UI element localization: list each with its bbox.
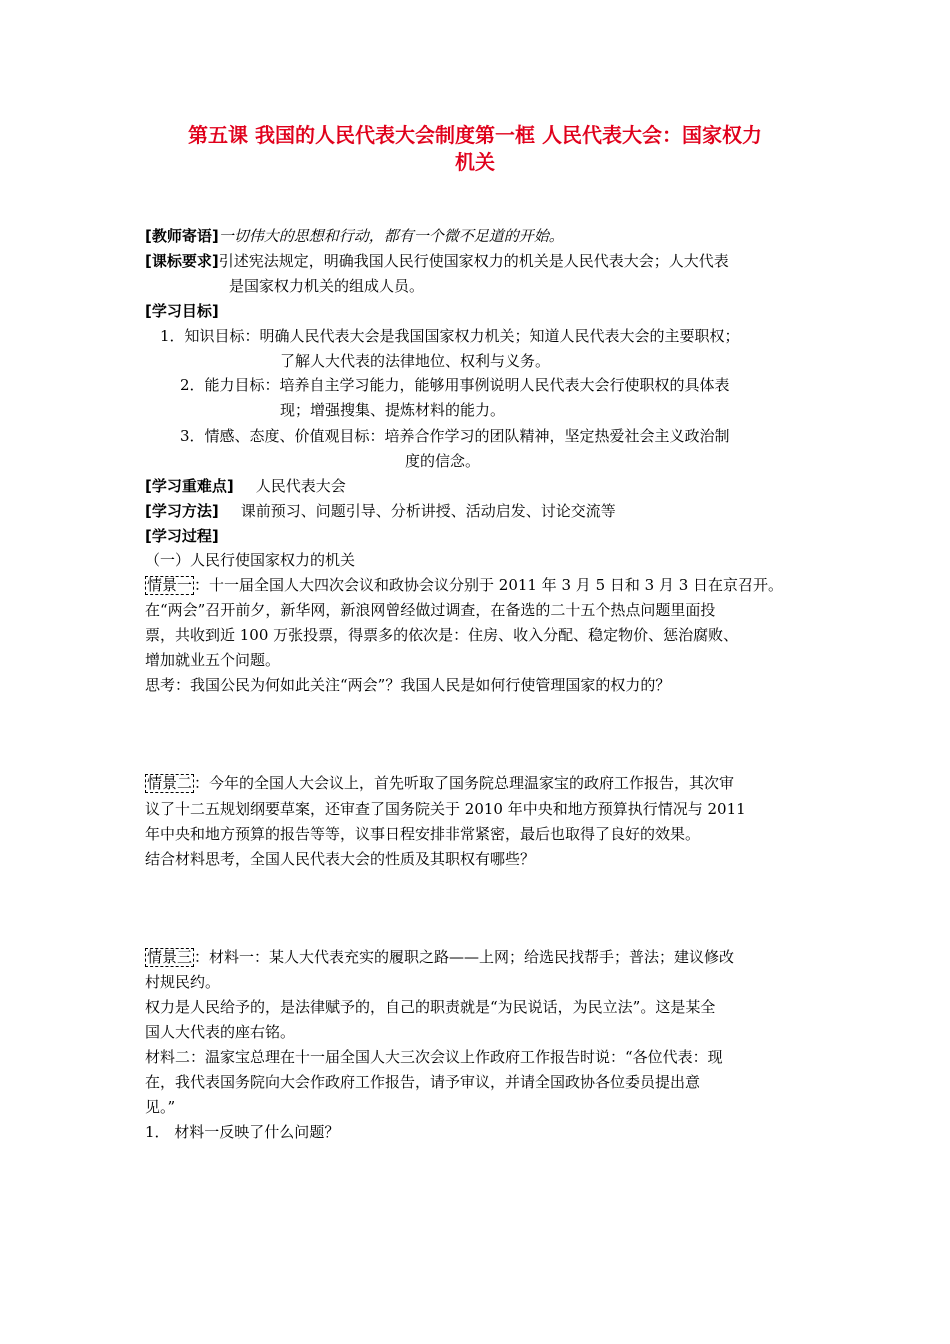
curriculum-line-2: 是国家权力机关的组成人员。 <box>229 277 425 295</box>
teacher-note-text: 一切伟大的思想和行动，都有一个微不足道的开始。 <box>218 227 564 245</box>
curriculum-label: [课标要求] <box>145 252 219 270</box>
title-line-1: 第五课 我国的人民代表大会制度第一框 人民代表大会：国家权力 <box>188 123 762 147</box>
curriculum-text-1: 引述宪法规定，明确我国人民行使国家权力的机关是人民代表大会；人大代表 <box>218 252 729 270</box>
methods <box>145 501 616 521</box>
scene-1-text-1: ：十一届全国人大四次会议和政协会议分别于 2011 年 3 月 5 日和 3 月 3 日在京召开。 <box>194 576 784 594</box>
scene-3-line-5: 材料二：温家宝总理在十一届全国人大三次会议上作政府工作报告时说：“各位代表：现 <box>145 1048 723 1066</box>
page-title <box>140 122 810 176</box>
methods-text: 课前预习、问题引导、分析讲授、活动启发、讨论交流等 <box>240 502 616 520</box>
goal-3-line-1: 3．情感、态度、价值观目标：培养合作学习的团队精神，坚定热爱社会主义政治制 <box>180 427 730 445</box>
scene-1-question: 思考：我国公民为何如此关注“两会”？我国人民是如何行使管理国家的权力的？ <box>145 676 671 694</box>
key-points-text: 人民代表大会 <box>255 477 346 495</box>
teacher-note-label: [教师寄语] <box>145 227 219 245</box>
key-points <box>145 476 346 496</box>
scene-3-question-1: 1． 材料一反映了什么问题？ <box>145 1123 340 1141</box>
scene-2-line-1 <box>145 773 734 793</box>
scene-2-tag: 情景二 <box>147 774 193 792</box>
scene-3-line-7: 见。” <box>145 1098 176 1116</box>
scene-2-line-3: 年中央和地方预算的报告等等，议事日程安排非常紧密，最后也取得了良好的效果。 <box>145 825 701 843</box>
process-label: [学习过程] <box>145 527 219 545</box>
goal-2-line-1: 2．能力目标：培养自主学习能力，能够用事例说明人民代表大会行使职权的具体表 <box>180 376 730 394</box>
methods-label: [学习方法] <box>145 502 219 520</box>
scene-2-text-1: ：今年的全国人大会议上，首先听取了国务院总理温家宝的政府工作报告，其次审 <box>194 774 735 792</box>
goal-2-line-2: 现；增强搜集、提炼材料的能力。 <box>280 401 506 419</box>
scene-3-line-4: 国人大代表的座右铭。 <box>145 1023 296 1041</box>
scene-3-line-3: 权力是人民给予的，是法律赋予的，自己的职责就是“为民说话，为民立法”。这是某全 <box>145 998 716 1016</box>
goals-label: [学习目标] <box>145 302 219 320</box>
goal-1-line-1: 1．知识目标：明确人民代表大会是我国国家权力机关；知道人民代表大会的主要职权； <box>160 327 740 345</box>
scene-1-line-3: 票，共收到近 100 万张投票，得票多的依次是：住房、收入分配、稳定物价、惩治腐败、 <box>145 626 739 644</box>
title-line-2: 机关 <box>455 150 495 174</box>
scene-2-line-2: 议了十二五规划纲要草案，还审查了国务院关于 2010 年中央和地方预算执行情况与 2011 <box>145 800 746 818</box>
scene-3-text-1: ：材料一：某人大代表充实的履职之路——上网；给选民找帮手；普法；建议修改 <box>194 948 735 966</box>
scene-1-line-4: 增加就业五个问题。 <box>145 651 281 669</box>
scene-3-line-6: 在，我代表国务院向大会作政府工作报告，请予审议，并请全国政协各位委员提出意 <box>145 1073 701 1091</box>
teacher-note <box>145 226 564 246</box>
scene-1-tag: 情景一 <box>147 576 193 594</box>
scene-3-line-1 <box>145 947 734 967</box>
scene-1-line-2: 在“两会”召开前夕，新华网，新浪网曾经做过调查，在备选的二十五个热点问题里面投 <box>145 601 716 619</box>
scene-1-line-1 <box>145 575 783 595</box>
goal-3-line-2: 度的信念。 <box>405 452 481 470</box>
curriculum-line-1 <box>145 251 729 271</box>
section-1-heading: （一）人民行使国家权力的机关 <box>145 551 356 569</box>
scene-2-question: 结合材料思考，全国人民代表大会的性质及其职权有哪些？ <box>145 850 536 868</box>
scene-3-line-2: 村规民约。 <box>145 973 221 991</box>
scene-3-tag: 情景三 <box>147 948 193 966</box>
key-points-label: [学习重难点] <box>145 477 234 495</box>
goal-1-line-2: 了解人大代表的法律地位、权利与义务。 <box>280 352 551 370</box>
